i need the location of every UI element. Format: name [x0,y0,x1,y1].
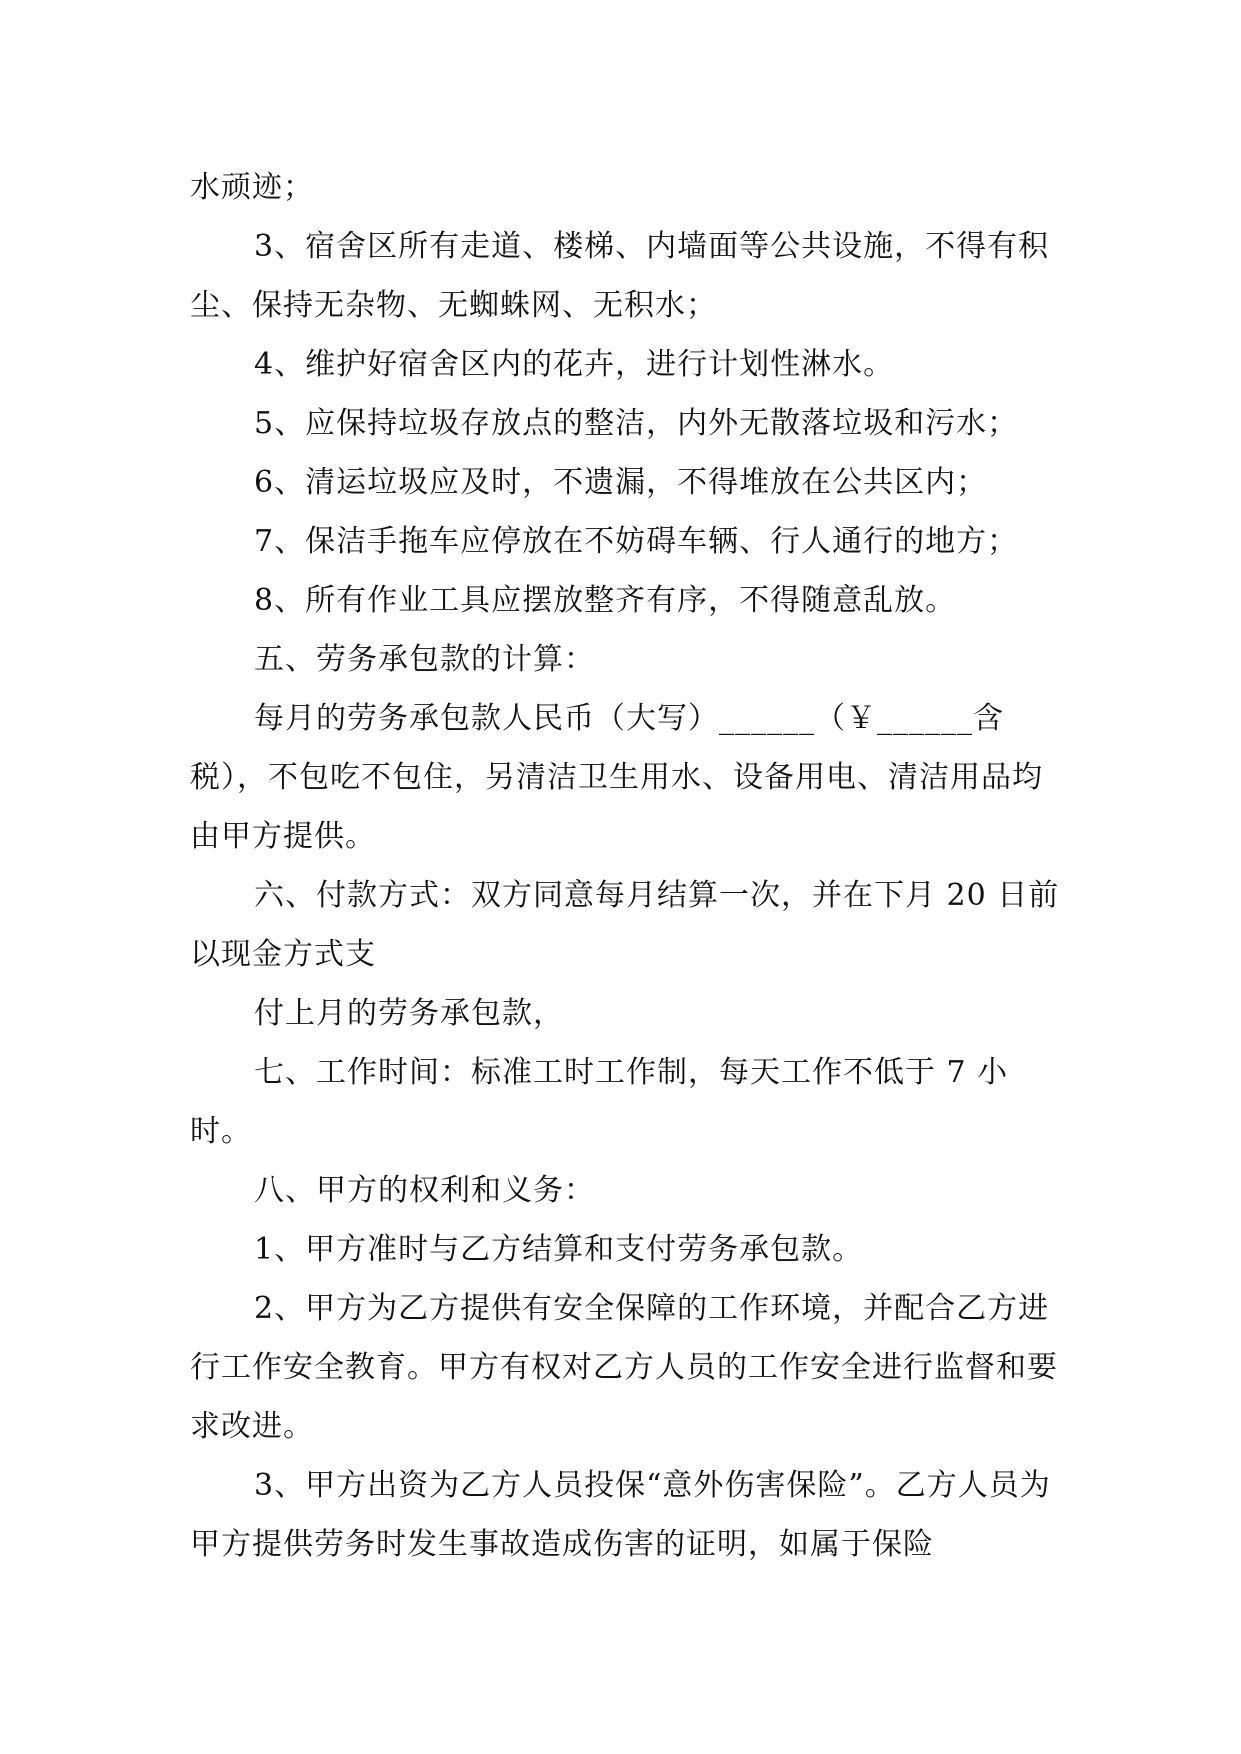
paragraph-2: 3、宿舍区所有走道、楼梯、内墙面等公共设施，不得有积尘、保持无杂物、无蜘蛛网、无积水； [190,229,1050,323]
paragraph-7: 8、所有作业工具应摆放整齐有序，不得随意乱放。 [254,583,957,618]
document-body [190,158,1060,1574]
paragraph-4: 5、应保持垃圾存放点的整洁，内外无散落垃圾和污水； [254,406,1019,441]
paragraph-3: 4、维护好宿舍区内的花卉，进行计划性淋水。 [254,347,895,382]
paragraph-6: 7、保洁手拖车应停放在不妨碍车辆、行人通行的地方； [254,524,1019,559]
paragraph-16: 3、甲方出资为乙方人员投保“意外伤害保险”。乙方人员为甲方提供劳务时发生事故造成伤害的证明，如属于保险 [190,1468,1051,1562]
paragraph-5: 6、清运垃圾应及时，不遗漏，不得堆放在公共区内； [254,465,988,500]
paragraph-11: 付上月的劳务承包款， [254,996,564,1031]
paragraph-15: 2、甲方为乙方提供有安全保障的工作环境，并配合乙方进行工作安全教育。甲方有权对乙方人员的工作安全进行监督和要求改进。 [190,1291,1058,1444]
paragraph-14: 1、甲方准时与乙方结算和支付劳务承包款。 [254,1232,864,1267]
section-heading-8: 八、甲方的权利和义务： [254,1173,595,1208]
section-heading-7: 七、工作时间：标准工时工作制，每天工作不低于 7 小时。 [190,1055,1009,1149]
section-heading-5: 五、劳务承包款的计算： [254,642,595,677]
paragraph-1: 水顽迹； [190,170,314,205]
section-heading-6: 六、付款方式：双方同意每月结算一次，并在下月 20 日前以现金方式支 [190,878,1060,972]
paragraph-9: 每月的劳务承包款人民币（大写）______（￥______含税），不包吃不包住，另清洁卫生用水、设备用电、清洁用品均由甲方提供。 [190,701,1043,854]
